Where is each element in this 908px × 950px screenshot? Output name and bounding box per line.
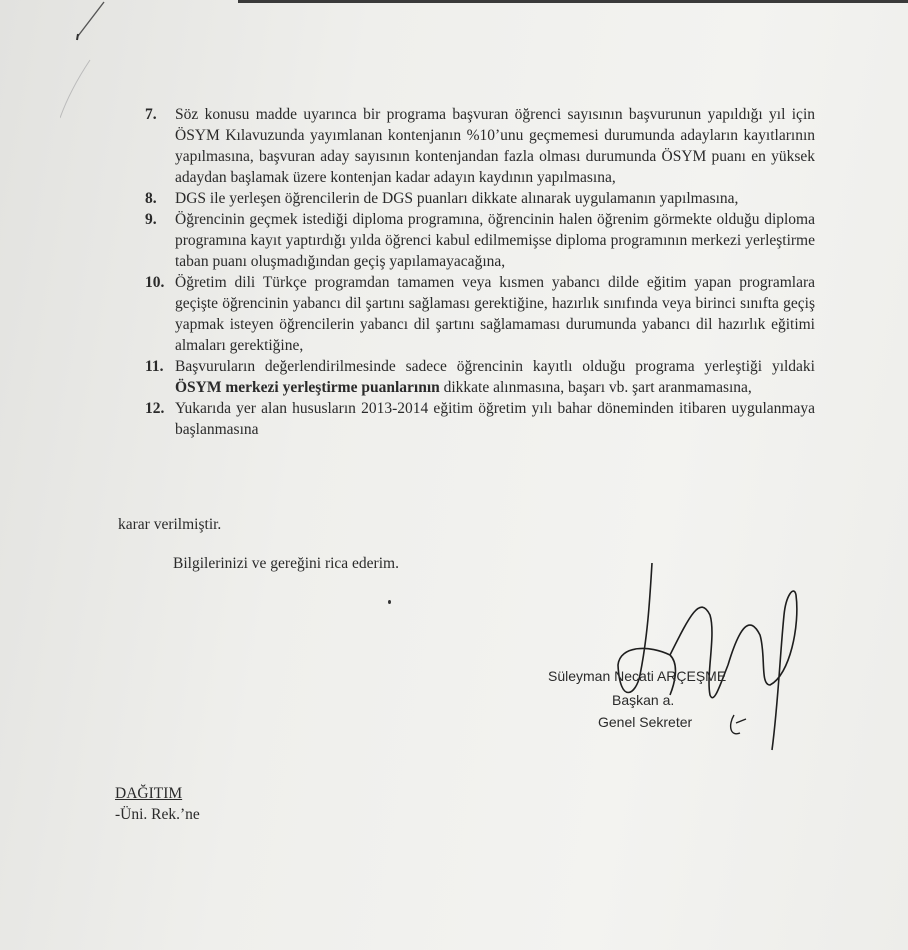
- signatory-name: Süleyman Necati ARÇEŞME: [548, 668, 727, 684]
- list-item: [145, 104, 815, 188]
- item-text-before: Başvuruların değerlendirilmesinde sadece öğrencinin kayıtlı olduğu programa yerleştiği yıldaki: [175, 358, 815, 375]
- ink-dot: [388, 600, 391, 604]
- item-number: 11.: [145, 358, 164, 375]
- list-item: [145, 272, 815, 356]
- item-number: 8.: [145, 190, 157, 207]
- list-item: [145, 356, 815, 398]
- item-text: Yukarıda yer alan hususların 2013-2014 eğitim öğretim yılı bahar döneminden itibaren uygulanmaya başlanmasına: [175, 400, 815, 438]
- list-item: [145, 188, 815, 209]
- item-text: DGS ile yerleşen öğrencilerin de DGS puanları dikkate alınarak uygulamanın yapılmasına,: [175, 190, 739, 207]
- item-number: 12.: [145, 400, 165, 417]
- signatory-title-position: Genel Sekreter: [598, 714, 693, 730]
- decision-list: [145, 104, 815, 440]
- signatory-title-acting: Başkan a.: [612, 692, 675, 708]
- item-text-bold: ÖSYM merkezi yerleştirme puanlarının: [175, 379, 440, 396]
- list-item: [145, 398, 815, 440]
- item-text-after: dikkate alınmasına, başarı vb. şart aranmamasına,: [439, 379, 752, 396]
- distribution-item: -Üni. Rek.’ne: [115, 806, 200, 823]
- distribution-heading: DAĞITIM: [115, 785, 183, 802]
- item-number: 9.: [145, 211, 157, 228]
- item-number: 10.: [145, 274, 165, 291]
- item-text: Öğretim dili Türkçe programdan tamamen veya kısmen yabancı dilde eğitim yapan programlara geçişte öğrencinin yabancı dil şartını sağlaması gerektiğine, hazırlık sınıfında veya birinci sınıfta geçiş yapmak isteyen öğrencilerin yabancı dil şartını sağlamaması durumunda yabancı dil hazırlık eğitimi almaları gerektiğine,: [175, 274, 815, 354]
- regards-line: Bilgilerinizi ve gereğini rica ederim.: [173, 555, 399, 572]
- item-text: Öğrencinin geçmek istediği diploma programına, öğrencinin halen öğrenim görmekte olduğu diploma programına kayıt yaptırdığı yılda öğrenci kabul edilmemişse diploma programının merkezi yerleştirme taban puanı oluşmadığından geçiş yapılamayacağına,: [175, 211, 815, 270]
- item-number: 7.: [145, 106, 157, 123]
- closing-statement: karar verilmiştir.: [118, 516, 222, 533]
- list-item: [145, 209, 815, 272]
- pen-mark-decoration: [60, 0, 120, 120]
- item-text: Söz konusu madde uyarınca bir programa başvuran öğrenci sayısının başvurunun yapıldığı yıl için ÖSYM Kılavuzunda yayımlanan kontenjanın %10’unu geçmemesi durumunda adayların kayıtlarının yapılmasına, başvuran aday sayısının kontenjandan fazla olması durumunda ÖSYM puanı en yüksek adaydan başlamak üzere kontenjan kadar adayın kaydının yapılmasına,: [175, 106, 815, 186]
- top-border-line: [238, 0, 908, 3]
- item-text: [175, 356, 815, 398]
